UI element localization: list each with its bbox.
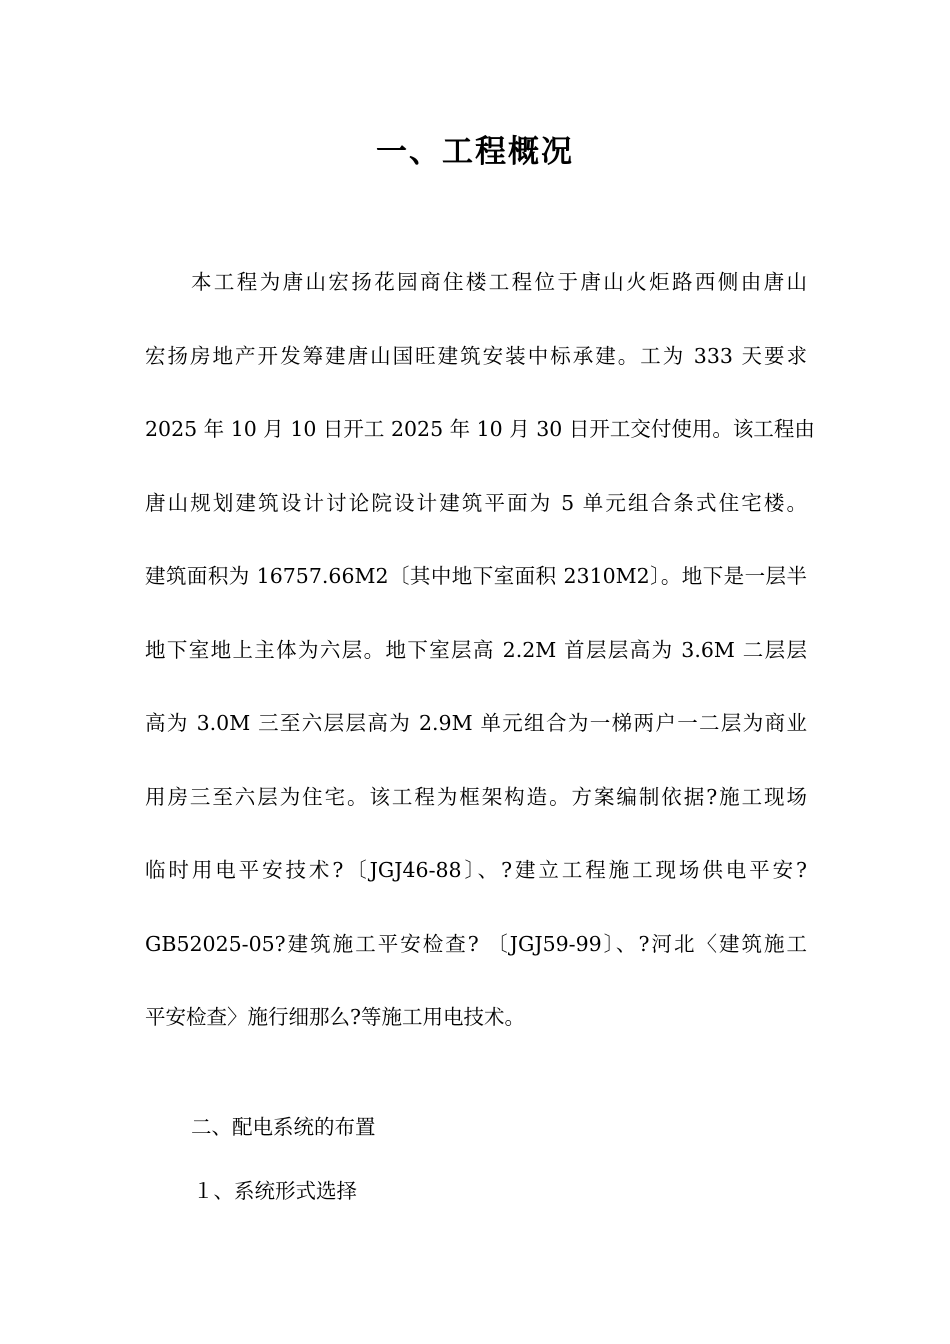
paragraph-line: 临时用电平安技术?〔JGJ46-88〕、?建立工程施工现场供电平安?	[145, 858, 807, 882]
paragraph-line: 2025 年 10 月 10 日开工 2025 年 10 月 30 日开工交付使用。该工程由	[145, 417, 815, 441]
page-title: 一、工程概况	[376, 134, 574, 170]
section-heading: 二、配电系统的布置	[191, 1115, 376, 1139]
paragraph-line: 平安检查〉施行细那么?等施工用电技术。	[145, 1005, 525, 1029]
paragraph-line: GB52025-05?建筑施工平安检查? 〔JGJ59-99〕、?河北〈建筑施工	[145, 931, 807, 956]
paragraph-line: 建筑面积为 16757.66M2〔其中地下室面积 2310M2〕。地下是一层半	[145, 564, 807, 588]
paragraph-line: 地下室地上主体为六层。地下室层高 2.2M 首层层高为 3.6M 二层层	[145, 637, 807, 662]
subsection-heading: １、系统形式选择	[193, 1179, 357, 1203]
paragraph-line: 高为 3.0M 三至六层层高为 2.9M 单元组合为一梯两户一二层为商业	[145, 711, 807, 735]
paragraph-line: 唐山规划建筑设计讨论院设计建筑平面为 5 单元组合条式住宅楼。	[145, 490, 807, 515]
paragraph-line: 本工程为唐山宏扬花园商住楼工程位于唐山火炬路西侧由唐山	[191, 270, 807, 294]
paragraph-line: 宏扬房地产开发筹建唐山国旺建筑安装中标承建。工为 333 天要求	[145, 343, 807, 368]
paragraph-line: 用房三至六层为住宅。该工程为框架构造。方案编制依据?施工现场	[145, 784, 807, 809]
